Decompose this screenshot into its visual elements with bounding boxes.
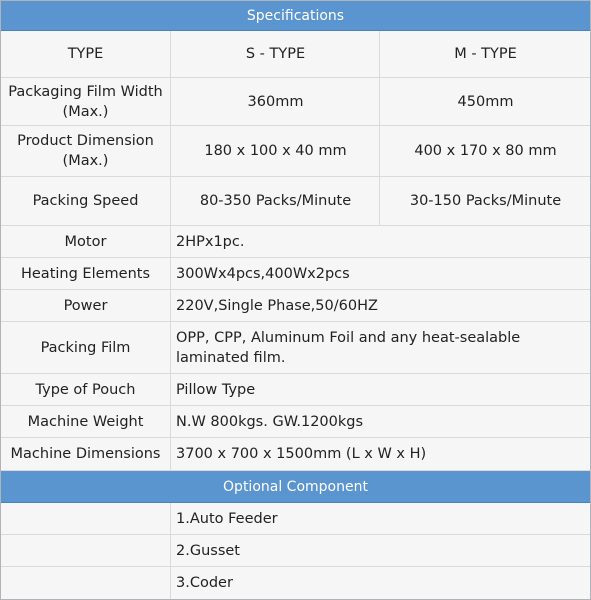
list-item xyxy=(1,503,590,535)
header-m-type: M - TYPE xyxy=(454,46,517,62)
optional-item: 1.Auto Feeder xyxy=(176,510,278,527)
list-item xyxy=(1,567,590,599)
table-row xyxy=(1,78,590,126)
m-type-value: 450mm xyxy=(457,93,514,110)
specifications-header: Specifications xyxy=(1,1,590,31)
row-label: Product Dimension (Max.) xyxy=(1,126,171,176)
table-row xyxy=(1,226,590,258)
row-label: Machine Weight xyxy=(1,406,171,437)
optional-item: 2.Gusset xyxy=(176,542,240,559)
m-type-value: 30-150 Packs/Minute xyxy=(409,193,562,209)
row-value: 220V,Single Phase,50/60HZ xyxy=(176,297,378,314)
list-item xyxy=(1,535,590,567)
row-value: N.W 800kgs. GW.1200kgs xyxy=(176,413,364,430)
table-header-row xyxy=(1,31,590,78)
table-row xyxy=(1,374,590,406)
s-type-value: 180 x 100 x 40 mm xyxy=(172,126,380,176)
table-row xyxy=(1,126,590,177)
header-s-type: S - TYPE xyxy=(172,31,380,77)
row-value: 2HPx1pc. xyxy=(176,233,245,250)
row-label: Packing Film xyxy=(1,322,171,373)
empty-label-cell xyxy=(1,503,171,534)
row-label: Power xyxy=(1,290,171,321)
empty-label-cell xyxy=(1,567,171,599)
row-value: OPP, CPP, Aluminum Foil and any heat-sealable laminated film. xyxy=(176,329,521,366)
optional-component-header: Optional Component xyxy=(1,471,590,503)
empty-label-cell xyxy=(1,535,171,566)
row-label: Packaging Film Width (Max.) xyxy=(1,78,171,125)
table-row xyxy=(1,406,590,438)
table-row xyxy=(1,177,590,226)
s-type-value: 360mm xyxy=(172,78,380,125)
row-value: Pillow Type xyxy=(176,381,256,398)
row-label: Machine Dimensions xyxy=(1,438,171,470)
s-type-value: 80-350 Packs/Minute xyxy=(172,177,380,225)
header-type: TYPE xyxy=(1,31,171,77)
table-row xyxy=(1,322,590,374)
row-value: 300Wx4pcs,400Wx2pcs xyxy=(176,265,350,282)
table-row xyxy=(1,258,590,290)
row-label: Packing Speed xyxy=(1,177,171,225)
row-label: Heating Elements xyxy=(1,258,171,289)
optional-item: 3.Coder xyxy=(176,575,233,591)
table-row xyxy=(1,438,590,471)
row-label: Type of Pouch xyxy=(1,374,171,405)
row-label: Motor xyxy=(1,226,171,257)
row-value: 3700 x 700 x 1500mm (L x W x H) xyxy=(176,446,427,462)
table-row xyxy=(1,290,590,322)
m-type-value: 400 x 170 x 80 mm xyxy=(414,143,557,159)
